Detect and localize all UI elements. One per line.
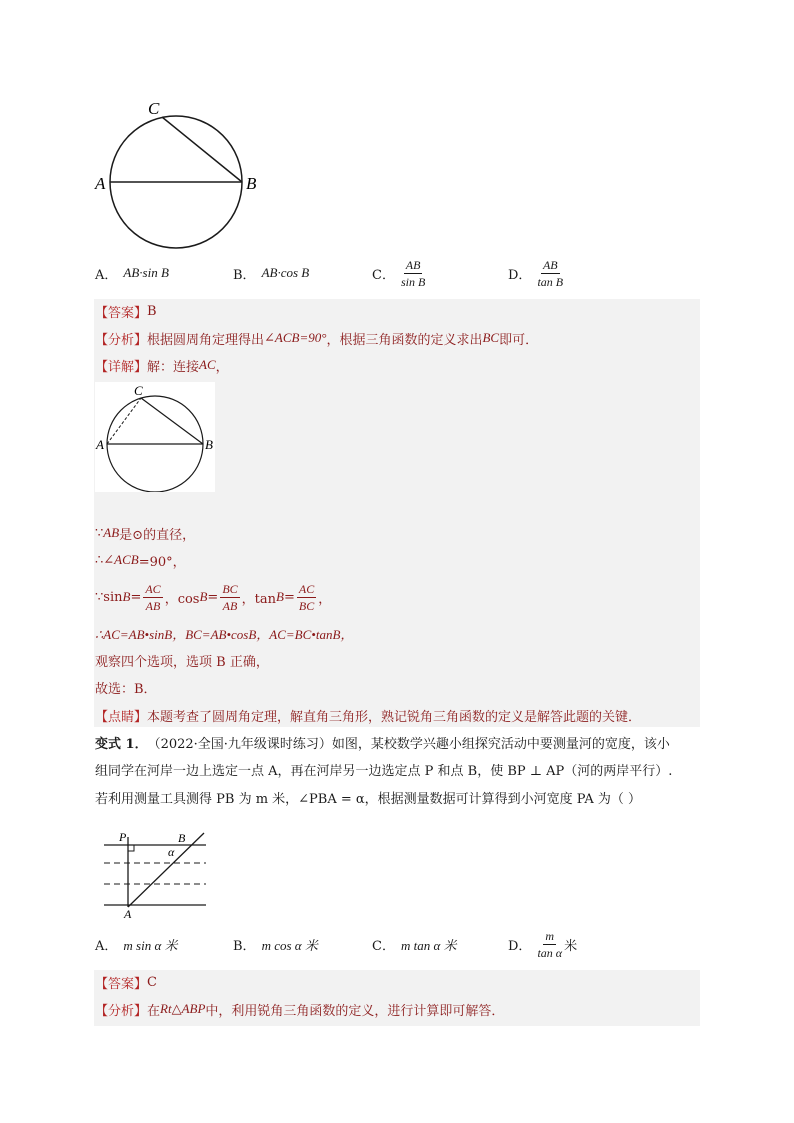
question-2-line-3: 若利用测量工具测得 PB 为 m 米，∠PBA = α，根据测量数据可计算得到小河宽度 PA 为（ ） [95, 791, 642, 807]
proof-line-3: ∵sin B = $\frac{AC}{AB}$ ，cos B = $\frac{BC}{AB}$ ，tan B = $\frac{AC}{BC}$ ， [95, 581, 332, 613]
label-alpha: α [168, 845, 175, 859]
option-d[interactable]: D． $\frac{m}{\text{tan α}}$ 米 [508, 928, 578, 960]
answer-line-2: 【答案】 C [95, 974, 157, 992]
fraction: $\frac{BC}{AB}$ [222, 581, 238, 613]
proof-line-5: 观察四个选项，选项 B 正确， [95, 654, 269, 670]
label-b: B [205, 437, 213, 452]
label-a: A [96, 437, 104, 452]
fraction: $\frac{AC}{AB}$ [145, 581, 161, 613]
option-b[interactable]: B． m cos α 米 [233, 937, 318, 954]
question-1-options [95, 256, 655, 290]
river-figure [96, 825, 216, 920]
question-2-line-1: 变式 1． （2022·全国·九年级课时练习）如图，某校数学兴趣小组探究活动中要测量河的宽度，该小 [95, 736, 670, 752]
fraction: $\frac{m}{\text{tan α}}$ [537, 928, 563, 960]
fraction: $\frac{AB}{\text{sin B}}$ [400, 257, 426, 289]
label-b: B [246, 174, 257, 193]
option-d[interactable]: D． $\frac{AB}{\text{tan B}}$ [508, 257, 564, 289]
answer-line-1: 【答案】 B [95, 303, 157, 321]
circle-figure-1 [90, 92, 270, 262]
label-c: C [148, 99, 160, 118]
option-a[interactable]: A． AB·sin B [95, 265, 169, 283]
proof-line-6: 故选：B． [95, 681, 157, 697]
option-b[interactable]: B． AB·cos B [233, 265, 310, 283]
label-p: P [119, 830, 127, 844]
proof-line-4: ∴AC=AB•sinB，BC=AB•cosB，AC=BC•tanB， [95, 626, 354, 642]
option-c[interactable]: C． $\frac{AB}{\text{sin B}}$ [372, 257, 426, 289]
analysis-line-2: 【分析】 在 Rt△ABP 中，利用锐角三角函数的定义，进行计算即可解答． [95, 1001, 505, 1019]
circle-figure-2 [95, 382, 215, 492]
option-c[interactable]: C． m tan α 米 [372, 937, 457, 954]
detail-line-1: 【详解】 解：连接 AC ， [95, 357, 229, 375]
question-2-options [95, 927, 655, 961]
label-b: B [178, 831, 186, 845]
comment-line-1: 【点睛】 本题考查了圆周角定理，解直角三角形，熟记锐角三角函数的定义是解答此题的关键． [95, 709, 642, 725]
proof-line-2: ∴∠ ACB =90°， [95, 552, 186, 570]
label-c: C [134, 383, 143, 398]
option-a[interactable]: A． m sin α 米 [95, 937, 178, 954]
label-a: A [95, 174, 106, 193]
fraction: $\frac{AB}{\text{tan B}}$ [537, 257, 564, 289]
fraction: $\frac{AC}{BC}$ [298, 581, 315, 613]
proof-line-1: ∵ AB 是⊙的直径， [95, 525, 196, 543]
analysis-line-1: 【分析】 根据圆周角定理得出 ∠ACB=90° ，根据三角函数的定义求出 BC 即可． [95, 330, 539, 348]
question-2-line-2: 组同学在河岸一边上选定一点 A，再在河岸另一边选定点 P 和点 B，使 BP ⊥ AP（河的两岸平行）. [95, 763, 673, 779]
label-a: A [124, 907, 132, 920]
